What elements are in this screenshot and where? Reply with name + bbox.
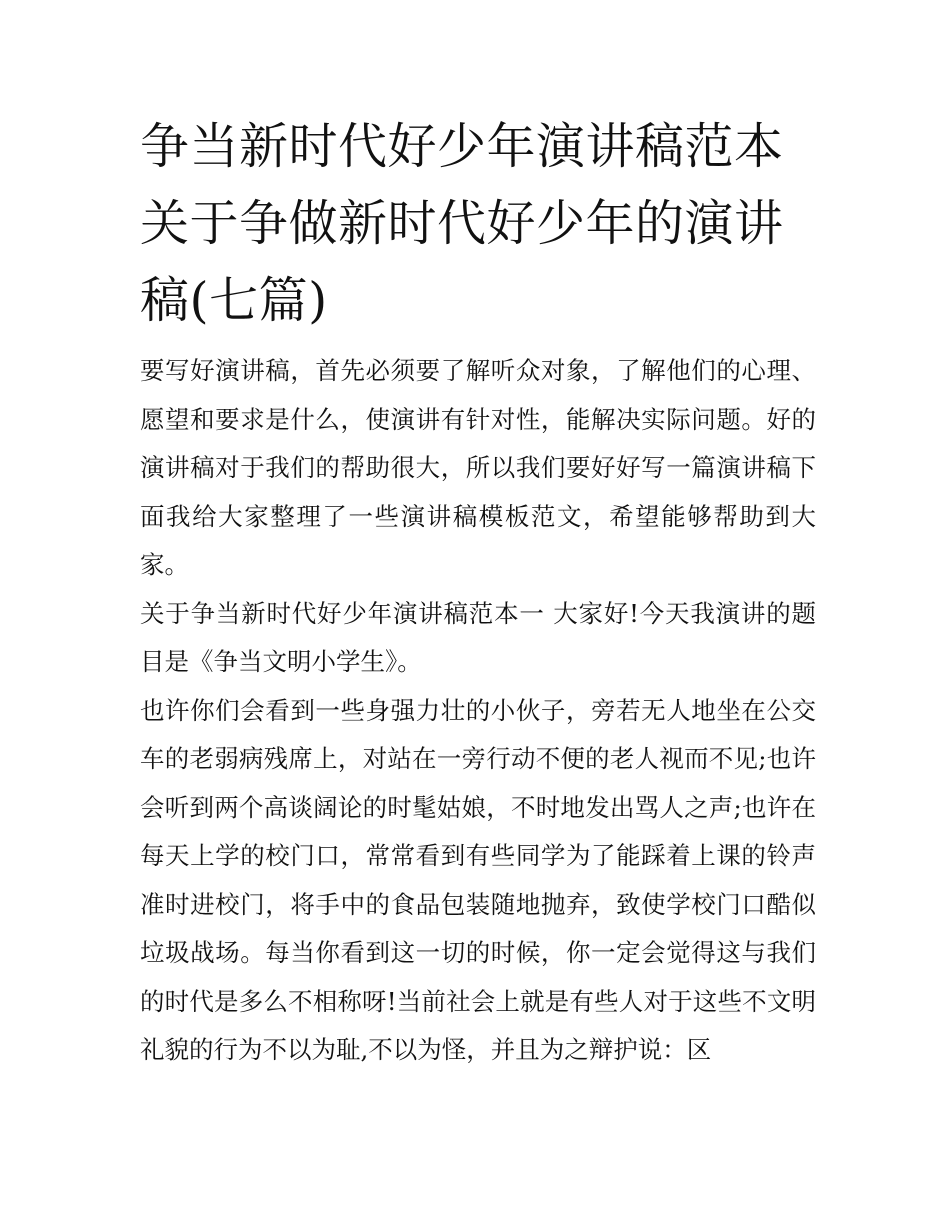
- paragraph-speech-opening: 关于争当新时代好少年演讲稿范本一 大家好!今天我演讲的题目是《争当文明小学生》。: [140, 598, 816, 676]
- document-page: [140, 108, 816, 1075]
- paragraph-speech-body: 也许你们会看到一些身强力壮的小伙子，旁若无人地坐在公交车的老弱病残席上，对站在一旁行动不便的老人视而不见;也许会听到两个高谈阔论的时髦姑娘，不时地发出骂人之声;也许在每天上学的校门口，常常看到有些同学为了能踩着上课的铃声准时进校门，将手中的食品包装随地抛弃，致使学校门口酷似垃圾战场。每当你看到这一切的时候，你一定会觉得这与我们的时代是多么不相称呀!当前社会上就是有些人对于这些不文明礼貌的行为不以为耻,不以为怪，并且为之辩护说：区: [140, 695, 816, 1064]
- paragraph-intro: 要写好演讲稿，首先必须要了解听众对象，了解他们的心理、愿望和要求是什么，使演讲有针对性，能解决实际问题。好的演讲稿对于我们的帮助很大，所以我们要好好写一篇演讲稿下面我给大家整理了一些演讲稿模板范文，希望能够帮助到大家。: [140, 356, 816, 579]
- document-title: 争当新时代好少年演讲稿范本关于争做新时代好少年的演讲稿(七篇): [140, 118, 784, 329]
